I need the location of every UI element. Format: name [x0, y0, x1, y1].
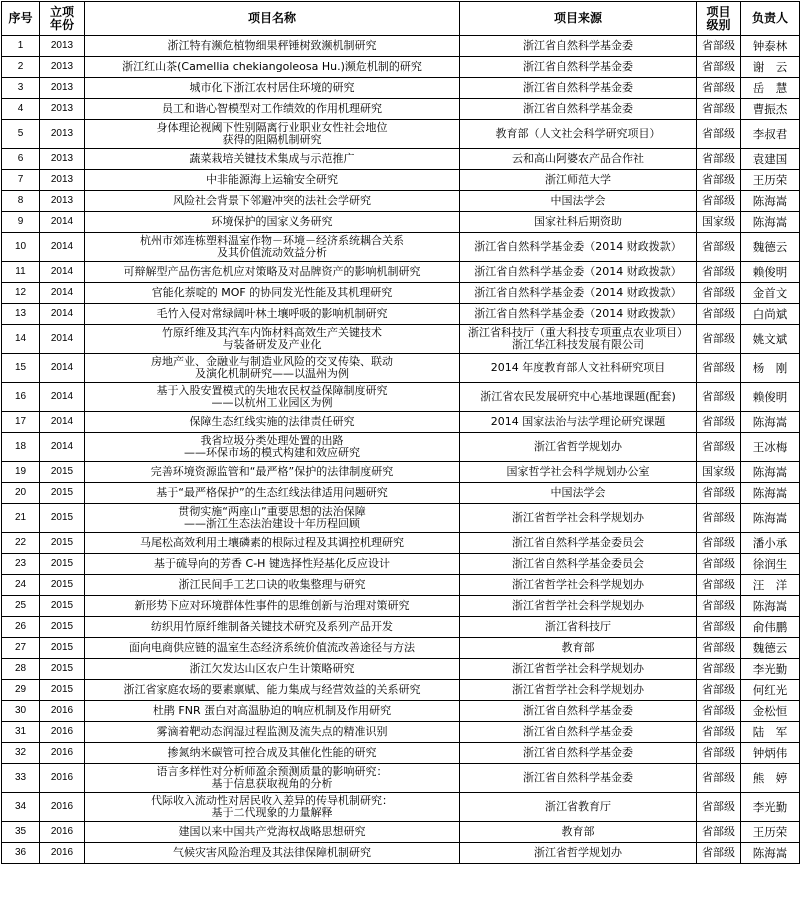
row-leader: 谢 云	[741, 57, 800, 78]
row-leader: 陈海嵩	[741, 212, 800, 233]
header-source: 项目来源	[460, 2, 697, 36]
row-project-name: 气候灾害风险治理及其法律保障机制研究	[85, 843, 460, 864]
row-project-source: 浙江省教育厅	[460, 793, 697, 822]
row-index: 33	[2, 764, 40, 793]
row-project-source: 浙江省科技厅	[460, 617, 697, 638]
row-project-level: 省部级	[697, 170, 741, 191]
row-project-source: 浙江省自然科学基金委	[460, 701, 697, 722]
row-leader: 陈海嵩	[741, 483, 800, 504]
row-year: 2013	[40, 170, 85, 191]
row-project-name: 语言多样性对分析师盈余预测质量的影响研究： 基于信息获取视角的分析	[85, 764, 460, 793]
row-leader: 王冰梅	[741, 433, 800, 462]
row-project-name: 风险社会背景下邻避冲突的法社会学研究	[85, 191, 460, 212]
row-index: 28	[2, 659, 40, 680]
row-year: 2014	[40, 262, 85, 283]
row-project-source: 中国法学会	[460, 483, 697, 504]
row-year: 2015	[40, 483, 85, 504]
header-year: 立项 年份	[40, 2, 85, 36]
table-row	[2, 659, 800, 680]
row-year: 2013	[40, 78, 85, 99]
row-leader: 陈海嵩	[741, 191, 800, 212]
row-leader: 汪 洋	[741, 575, 800, 596]
row-project-name: 保障生态红线实施的法律责任研究	[85, 412, 460, 433]
row-project-name: 杭州市郊连栋塑料温室作物－环境－经济系统耦合关系 及其价值流动效益分析	[85, 233, 460, 262]
row-project-name: 我省垃圾分类处理处置的出路 ——环保市场的模式构建和效应研究	[85, 433, 460, 462]
row-year: 2015	[40, 533, 85, 554]
row-year: 2014	[40, 383, 85, 412]
row-leader: 赖俊明	[741, 383, 800, 412]
row-leader: 魏德云	[741, 638, 800, 659]
row-leader: 曹振杰	[741, 99, 800, 120]
row-project-name: 员工和谐心智模型对工作绩效的作用机理研究	[85, 99, 460, 120]
row-leader: 岳 慧	[741, 78, 800, 99]
row-project-name: 官能化萘啶的 MOF 的协同发光性能及其机理研究	[85, 283, 460, 304]
row-year: 2016	[40, 822, 85, 843]
row-project-level: 省部级	[697, 701, 741, 722]
row-project-level: 省部级	[697, 680, 741, 701]
row-project-source: 浙江省自然科学基金委员会	[460, 554, 697, 575]
row-project-source: 教育部	[460, 638, 697, 659]
row-leader: 俞伟鹏	[741, 617, 800, 638]
row-index: 8	[2, 191, 40, 212]
table-row	[2, 354, 800, 383]
row-leader: 何红光	[741, 680, 800, 701]
row-leader: 赖俊明	[741, 262, 800, 283]
row-year: 2014	[40, 212, 85, 233]
row-project-level: 国家级	[697, 212, 741, 233]
table-row	[2, 617, 800, 638]
row-leader: 熊 婷	[741, 764, 800, 793]
table-row	[2, 843, 800, 864]
row-project-source: 浙江省哲学社会科学规划办	[460, 659, 697, 680]
row-year: 2015	[40, 638, 85, 659]
table-row	[2, 170, 800, 191]
row-leader: 陈海嵩	[741, 504, 800, 533]
row-leader: 李叔君	[741, 120, 800, 149]
row-index: 35	[2, 822, 40, 843]
row-project-level: 省部级	[697, 554, 741, 575]
row-year: 2014	[40, 283, 85, 304]
row-project-source: 国家哲学社会科学规划办公室	[460, 462, 697, 483]
row-index: 1	[2, 36, 40, 57]
row-leader: 钟炳伟	[741, 743, 800, 764]
row-index: 11	[2, 262, 40, 283]
row-leader: 陈海嵩	[741, 843, 800, 864]
row-leader: 杨 刚	[741, 354, 800, 383]
row-project-level: 省部级	[697, 722, 741, 743]
row-project-name: 雾滴着靶动态润湿过程监测及流失点的精准识别	[85, 722, 460, 743]
row-project-name: 城市化下浙江农村居住环境的研究	[85, 78, 460, 99]
row-index: 36	[2, 843, 40, 864]
table-row	[2, 722, 800, 743]
table-row	[2, 36, 800, 57]
row-project-source: 浙江省自然科学基金委	[460, 36, 697, 57]
row-index: 7	[2, 170, 40, 191]
row-index: 22	[2, 533, 40, 554]
row-project-source: 浙江省自然科学基金委（2014 财政拨款）	[460, 283, 697, 304]
row-index: 19	[2, 462, 40, 483]
table-row	[2, 304, 800, 325]
row-project-name: 纺织用竹原纤维制备关键技术研究及系列产品开发	[85, 617, 460, 638]
header-index: 序号	[2, 2, 40, 36]
table-row	[2, 325, 800, 354]
row-project-source: 浙江省自然科学基金委	[460, 743, 697, 764]
table-row	[2, 638, 800, 659]
row-year: 2016	[40, 793, 85, 822]
row-leader: 姚文斌	[741, 325, 800, 354]
row-project-level: 省部级	[697, 283, 741, 304]
row-year: 2015	[40, 680, 85, 701]
row-project-name: 竹原纤维及其汽车内饰材料高效生产关键技术 与装备研发及产业化	[85, 325, 460, 354]
row-year: 2016	[40, 701, 85, 722]
row-project-level: 省部级	[697, 120, 741, 149]
row-year: 2013	[40, 120, 85, 149]
row-project-source: 国家社科后期资助	[460, 212, 697, 233]
row-project-source: 教育部（人文社会科学研究项目）	[460, 120, 697, 149]
row-leader: 李光勤	[741, 793, 800, 822]
row-project-name: 掺氮纳米碳管可控合成及其催化性能的研究	[85, 743, 460, 764]
row-project-source: 浙江省自然科学基金委	[460, 722, 697, 743]
row-year: 2014	[40, 325, 85, 354]
table-row	[2, 412, 800, 433]
row-index: 16	[2, 383, 40, 412]
row-leader: 潘小承	[741, 533, 800, 554]
table-row	[2, 78, 800, 99]
row-project-name: 浙江特有濒危植物细果秤锤树致濒机制研究	[85, 36, 460, 57]
row-project-level: 省部级	[697, 262, 741, 283]
row-index: 21	[2, 504, 40, 533]
row-index: 9	[2, 212, 40, 233]
row-year: 2014	[40, 233, 85, 262]
row-project-source: 中国法学会	[460, 191, 697, 212]
table-row	[2, 504, 800, 533]
row-year: 2014	[40, 304, 85, 325]
row-project-source: 2014 国家法治与法学理论研究课题	[460, 412, 697, 433]
row-project-level: 省部级	[697, 191, 741, 212]
row-year: 2015	[40, 575, 85, 596]
table-row	[2, 680, 800, 701]
row-leader: 徐润生	[741, 554, 800, 575]
row-year: 2016	[40, 843, 85, 864]
row-project-name: 房地产业、金融业与制造业风险的交叉传染、联动 及演化机制研究——以温州为例	[85, 354, 460, 383]
row-index: 2	[2, 57, 40, 78]
row-project-source: 浙江省自然科学基金委	[460, 78, 697, 99]
table-row	[2, 262, 800, 283]
table-row	[2, 149, 800, 170]
row-project-source: 浙江省自然科学基金委（2014 财政拨款）	[460, 262, 697, 283]
header-leader: 负责人	[741, 2, 800, 36]
row-project-name: 建国以来中国共产党海权战略思想研究	[85, 822, 460, 843]
row-leader: 王历荣	[741, 822, 800, 843]
row-project-level: 省部级	[697, 149, 741, 170]
row-year: 2015	[40, 554, 85, 575]
row-project-level: 省部级	[697, 596, 741, 617]
row-project-name: 可辩解型产品伤害危机应对策略及对品牌资产的影响机制研究	[85, 262, 460, 283]
row-index: 34	[2, 793, 40, 822]
row-project-level: 省部级	[697, 533, 741, 554]
row-project-name: 马尾松高效利用土壤磷素的根际过程及其调控机理研究	[85, 533, 460, 554]
row-index: 10	[2, 233, 40, 262]
row-project-source: 浙江师范大学	[460, 170, 697, 191]
row-year: 2016	[40, 743, 85, 764]
row-leader: 陈海嵩	[741, 462, 800, 483]
row-index: 30	[2, 701, 40, 722]
row-year: 2016	[40, 764, 85, 793]
row-project-level: 国家级	[697, 462, 741, 483]
row-index: 29	[2, 680, 40, 701]
row-year: 2014	[40, 412, 85, 433]
row-leader: 金松恒	[741, 701, 800, 722]
row-project-name: 浙江省家庭农场的要素禀赋、能力集成与经营效益的关系研究	[85, 680, 460, 701]
row-index: 15	[2, 354, 40, 383]
row-year: 2015	[40, 596, 85, 617]
row-project-source: 浙江省哲学规划办	[460, 843, 697, 864]
table-row	[2, 99, 800, 120]
row-project-level: 省部级	[697, 638, 741, 659]
row-project-name: 新形势下应对环境群体性事件的思维创新与治理对策研究	[85, 596, 460, 617]
row-project-name: 完善环境资源监管和“最严格”保护的法律制度研究	[85, 462, 460, 483]
row-index: 18	[2, 433, 40, 462]
row-project-source: 浙江省自然科学基金委	[460, 764, 697, 793]
row-index: 26	[2, 617, 40, 638]
row-project-name: 浙江民间手工艺口诀的收集整理与研究	[85, 575, 460, 596]
row-leader: 李光勤	[741, 659, 800, 680]
table-row	[2, 701, 800, 722]
row-leader: 陈海嵩	[741, 412, 800, 433]
row-index: 13	[2, 304, 40, 325]
project-table	[1, 1, 800, 864]
row-project-name: 贯彻实施“两座山”重要思想的法治保障 ——浙江生态法治建设十年历程回顾	[85, 504, 460, 533]
row-index: 24	[2, 575, 40, 596]
row-project-source: 浙江省自然科学基金委（2014 财政拨款）	[460, 233, 697, 262]
row-project-level: 省部级	[697, 433, 741, 462]
row-project-source: 浙江省自然科学基金委员会	[460, 533, 697, 554]
row-index: 3	[2, 78, 40, 99]
row-index: 17	[2, 412, 40, 433]
row-index: 5	[2, 120, 40, 149]
row-project-name: 代际收入流动性对居民收入差异的传导机制研究： 基于二代现象的力量解释	[85, 793, 460, 822]
table-row	[2, 483, 800, 504]
row-project-source: 浙江省哲学社会科学规划办	[460, 680, 697, 701]
row-project-level: 省部级	[697, 412, 741, 433]
row-project-level: 省部级	[697, 743, 741, 764]
row-project-level: 省部级	[697, 504, 741, 533]
row-project-name: 面向电商供应链的温室生态经济系统价值流改善途径与方法	[85, 638, 460, 659]
row-year: 2016	[40, 722, 85, 743]
row-project-source: 浙江省科技厅（重大科技专项重点农业项目） 浙江华江科技发展有限公司	[460, 325, 697, 354]
row-index: 32	[2, 743, 40, 764]
row-leader: 钟泰林	[741, 36, 800, 57]
row-year: 2015	[40, 462, 85, 483]
row-leader: 王历荣	[741, 170, 800, 191]
row-project-name: 浙江红山茶(Camellia chekiangoleosa Hu.)濒危机制的研究	[85, 57, 460, 78]
table-row	[2, 433, 800, 462]
row-year: 2013	[40, 57, 85, 78]
row-index: 23	[2, 554, 40, 575]
row-project-level: 省部级	[697, 354, 741, 383]
row-project-level: 省部级	[697, 325, 741, 354]
row-project-level: 省部级	[697, 793, 741, 822]
row-year: 2013	[40, 36, 85, 57]
row-project-level: 省部级	[697, 843, 741, 864]
row-project-source: 浙江省哲学社会科学规划办	[460, 596, 697, 617]
table-row	[2, 554, 800, 575]
row-index: 6	[2, 149, 40, 170]
table-row	[2, 793, 800, 822]
table-row	[2, 743, 800, 764]
table-row	[2, 596, 800, 617]
row-index: 25	[2, 596, 40, 617]
row-project-source: 浙江省哲学社会科学规划办	[460, 575, 697, 596]
header-row	[2, 2, 800, 36]
row-project-name: 杜鹃 FNR 蛋白对高温胁迫的响应机制及作用研究	[85, 701, 460, 722]
row-project-source: 2014 年度教育部人文社科研究项目	[460, 354, 697, 383]
row-leader: 陈海嵩	[741, 596, 800, 617]
row-leader: 魏德云	[741, 233, 800, 262]
row-index: 12	[2, 283, 40, 304]
row-project-name: 基于硫导向的芳香 C-H 键选择性羟基化反应设计	[85, 554, 460, 575]
row-year: 2015	[40, 617, 85, 638]
row-leader: 白尚斌	[741, 304, 800, 325]
table-row	[2, 191, 800, 212]
row-project-name: 中非能源海上运输安全研究	[85, 170, 460, 191]
row-project-source: 浙江省自然科学基金委（2014 财政拨款）	[460, 304, 697, 325]
table-row	[2, 383, 800, 412]
row-project-name: 毛竹入侵对常绿阔叶林土壤呼吸的影响机制研究	[85, 304, 460, 325]
table-body	[2, 36, 800, 864]
row-project-level: 省部级	[697, 822, 741, 843]
row-project-name: 环境保护的国家义务研究	[85, 212, 460, 233]
row-project-level: 省部级	[697, 575, 741, 596]
table-row	[2, 822, 800, 843]
table-row	[2, 57, 800, 78]
row-project-name: 浙江欠发达山区农户生计策略研究	[85, 659, 460, 680]
table-row	[2, 212, 800, 233]
row-project-name: 蔬菜栽培关键技术集成与示范推广	[85, 149, 460, 170]
row-year: 2013	[40, 149, 85, 170]
row-project-level: 省部级	[697, 57, 741, 78]
row-project-level: 省部级	[697, 304, 741, 325]
table-row	[2, 462, 800, 483]
row-project-level: 省部级	[697, 383, 741, 412]
row-project-level: 省部级	[697, 36, 741, 57]
row-index: 20	[2, 483, 40, 504]
row-leader: 陆 军	[741, 722, 800, 743]
row-year: 2014	[40, 433, 85, 462]
row-index: 31	[2, 722, 40, 743]
row-year: 2014	[40, 354, 85, 383]
row-year: 2015	[40, 659, 85, 680]
table-row	[2, 764, 800, 793]
row-project-source: 浙江省自然科学基金委	[460, 57, 697, 78]
row-project-level: 省部级	[697, 483, 741, 504]
row-project-level: 省部级	[697, 617, 741, 638]
row-leader: 金首文	[741, 283, 800, 304]
table-row	[2, 283, 800, 304]
row-year: 2013	[40, 191, 85, 212]
row-leader: 袁建国	[741, 149, 800, 170]
row-project-level: 省部级	[697, 233, 741, 262]
table-row	[2, 233, 800, 262]
row-index: 14	[2, 325, 40, 354]
table-row	[2, 575, 800, 596]
row-year: 2015	[40, 504, 85, 533]
row-project-level: 省部级	[697, 764, 741, 793]
row-year: 2013	[40, 99, 85, 120]
row-project-source: 云和高山阿婆农产品合作社	[460, 149, 697, 170]
row-project-source: 浙江省自然科学基金委	[460, 99, 697, 120]
table-row	[2, 533, 800, 554]
row-project-name: 基于“最严格保护”的生态红线法律适用问题研究	[85, 483, 460, 504]
row-project-source: 浙江省哲学社会科学规划办	[460, 504, 697, 533]
header-name: 项目名称	[85, 2, 460, 36]
table-row	[2, 120, 800, 149]
row-index: 4	[2, 99, 40, 120]
row-project-source: 教育部	[460, 822, 697, 843]
row-project-source: 浙江省农民发展研究中心基地课题(配套)	[460, 383, 697, 412]
row-index: 27	[2, 638, 40, 659]
row-project-source: 浙江省哲学规划办	[460, 433, 697, 462]
row-project-level: 省部级	[697, 99, 741, 120]
row-project-level: 省部级	[697, 78, 741, 99]
row-project-name: 基于入股安置模式的失地农民权益保障制度研究 ——以杭州工业园区为例	[85, 383, 460, 412]
header-level: 项目 级别	[697, 2, 741, 36]
row-project-level: 省部级	[697, 659, 741, 680]
row-project-name: 身体理论视阈下性别隔离行业职业女性社会地位 获得的阻隔机制研究	[85, 120, 460, 149]
